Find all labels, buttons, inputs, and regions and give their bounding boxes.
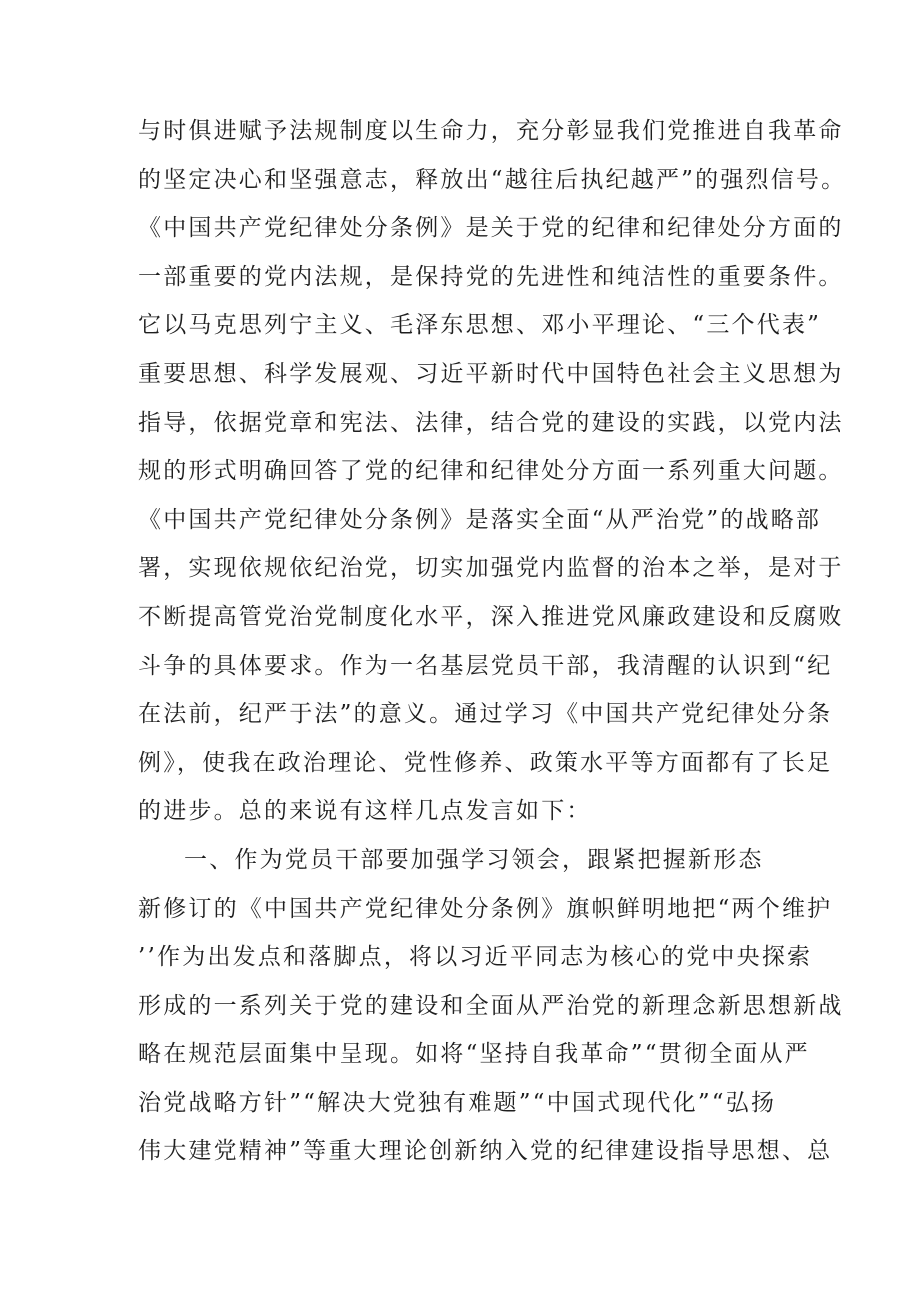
text-line: 一部重要的党内法规，是保持党的先进性和纯洁性的重要条件。	[138, 263, 844, 290]
text-line: 《中国共产党纪律处分条例》是落实全面“从严治党”的战略部	[138, 506, 822, 533]
text-line: 在法前，纪严于法”的意义。通过学习《中国共产党纪律处分条	[138, 701, 833, 728]
text-line: 重要思想、科学发展观、习近平新时代中国特色社会主义思想为	[138, 360, 844, 387]
text-line: 它以马克思列宁主义、毛泽东思想、邓小平理论、“三个代表”	[138, 312, 822, 339]
text-line: 略在规范层面集中呈现。如将“坚持自我革命”“贯彻全面从严	[138, 1041, 810, 1068]
text-line: 规的形式明确回答了党的纪律和纪律处分方面一系列重大问题。	[138, 458, 844, 485]
text-line: 例》，使我在政治理论、党性修养、政策水平等方面都有了长足	[138, 749, 833, 776]
text-line: 的坚定决心和坚强意志，释放出“越往后执纪越严”的强烈信号。	[138, 166, 847, 193]
text-line: ’’作为出发点和落脚点，将以习近平同志为核心的党中央探索	[138, 944, 813, 971]
section-heading: 一、作为党员干部要加强学习领会，跟紧把握新形态	[184, 846, 764, 873]
text-line: 指导，依据党章和宪法、法律，结合党的建设的实践，以党内法	[138, 409, 844, 436]
text-line: 新修订的《中国共产党纪律处分条例》旗帜鲜明地把“两个维护	[138, 895, 833, 922]
text-line: 斗争的具体要求。作为一名基层党员干部，我清醒的认识到“纪	[138, 652, 833, 679]
text-line: 与时俱进赋予法规制度以生命力，充分彰显我们党推进自我革命	[138, 118, 844, 144]
document-body	[138, 107, 847, 1176]
text-line: 伟大建党精神”等重大理论创新纳入党的纪律建设指导思想、总	[138, 1138, 833, 1165]
text-line: 不断提高管党治党制度化水平，深入推进党风廉政建设和反腐败	[138, 603, 844, 630]
text-line: 形成的一系列关于党的建设和全面从严治党的新理念新思想新战	[138, 992, 844, 1019]
text-line: 《中国共产党纪律处分条例》是关于党的纪律和纪律处分方面的	[138, 215, 844, 242]
text-line: 治党战略方针”“解决大党独有难题”“中国式现代化”“弘扬	[138, 1089, 777, 1116]
text-line: 署，实现依规依纪治党，切实加强党内监督的治本之举，是对于	[138, 555, 844, 582]
text-line: 的进步。总的来说有这样几点发言如下：	[138, 798, 592, 825]
